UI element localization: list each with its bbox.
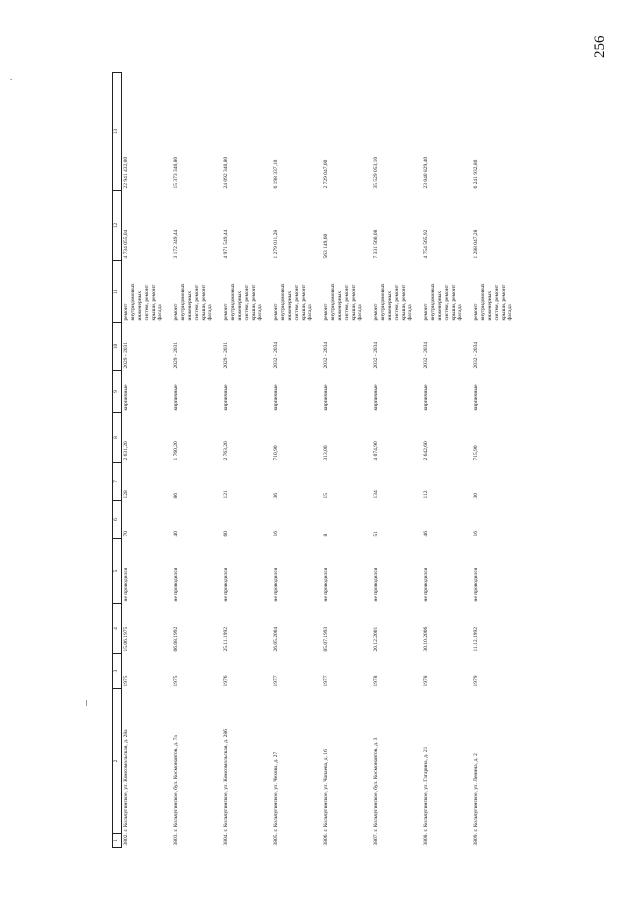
repair-period-cell: 2029 - 2031 [123,341,129,369]
area-cell: 1 760,20 [173,441,179,461]
cost-cell: 1 288 047,28 [473,229,479,259]
year-built-cell: 1975 [173,675,179,687]
count-cell-7: 30 [473,493,479,499]
repair-period-cell: 2032 - 2034 [473,341,479,369]
works-cell: ремонт внутридомовых инженерных систем, ремонт крыши, ремонт фасада [373,283,414,321]
address-cell: г. Кольчугинское, ул. Чехова, д. 27 [273,751,279,832]
page-number: 256 [592,35,608,58]
survey-status-cell: не проводился [323,567,329,602]
col-number: 11 [113,261,122,323]
area-cell: 2 763,20 [223,441,229,461]
col-number: 5 [113,539,122,604]
count-cell-6: 40 [173,531,179,537]
column-number-row [113,73,122,848]
year-built-cell: 1977 [273,675,279,687]
year-built-cell: 1978 [373,675,379,687]
year-built-cell: 1977 [323,675,329,687]
wall-material-cell: кирпичные [473,384,479,411]
date-cell: 25.11.1992 [223,626,229,652]
count-cell-7: 36 [273,493,279,499]
total-cost-cell: 24 092 340,80 [223,156,229,189]
wall-material-cell: кирпичные [323,384,329,411]
address-cell: г. Кольчугинское, ул. Ленина, д. 2 [473,753,479,832]
col-number: 6 [113,501,122,539]
area-cell: 313,00 [323,445,329,461]
survey-status-cell: не проводился [173,567,179,602]
count-cell-6: 60 [223,531,229,537]
wall-material-cell: кирпичные [173,384,179,411]
total-cost-cell: 22 941 432,00 [123,156,129,189]
count-cell-7: 15 [323,493,329,499]
area-cell: 710,90 [273,445,279,461]
date-cell: 30.10.2006 [423,626,429,652]
works-cell: ремонт внутридомовых инженерных систем, ремонт крыши, ремонт фасада [423,283,464,321]
count-cell-7: 134 [373,490,379,499]
table-row [222,73,272,848]
works-cell: ремонт внутридомовых инженерных систем, ремонт крыши, ремонт фасада [473,283,514,321]
row-number: 3806. [323,833,329,846]
cost-cell: 3 172 349,44 [173,229,179,259]
total-cost-cell: 6 198 337,10 [273,159,279,189]
col-number: 12 [113,191,122,261]
works-cell: ремонт внутридомовых инженерных систем, ремонт крыши, ремонт фасада [223,283,264,321]
date-cell: 15.06.1975 [123,626,129,652]
count-cell-7: 112 [423,490,429,499]
col-number: 4 [113,604,122,654]
works-cell: ремонт внутридомовых инженерных систем, ремонт крыши, ремонт фасада [273,283,314,321]
total-cost-cell: 35 529 053,10 [373,156,379,189]
total-cost-cell: 23 040 829,40 [423,156,429,189]
col-number: 9 [113,371,122,413]
area-cell: 2 642,60 [423,441,429,461]
table-row [472,73,522,848]
count-cell-6: 51 [373,531,379,537]
stray-mark [86,700,87,706]
repair-period-cell: 2032 - 2034 [373,341,379,369]
table-row [372,73,422,848]
date-cell: 05.07.1993 [323,626,329,652]
year-built-cell: 1975 [123,675,129,687]
date-cell: 26.05.2004 [273,626,279,652]
count-cell-6: 16 [473,531,479,537]
address-cell: г. Кольчугинское, бул. Космонавтов, д. 7а [173,735,179,832]
col-number: 13 [113,73,122,191]
table-row [272,73,322,848]
repair-period-cell: 2029 - 2031 [173,341,179,369]
cost-cell: 4 734 055,04 [123,229,129,259]
total-cost-cell: 15 373 340,80 [173,156,179,189]
survey-status-cell: не проводился [223,567,229,602]
row-number: 3803. [173,833,179,846]
works-cell: ремонт внутридомовых инженерных систем, ремонт крыши, ремонт фасада [123,283,164,321]
area-cell: 4 074,90 [373,441,379,461]
count-cell-6: 16 [273,531,279,537]
row-number: 3804. [223,833,229,846]
area-cell: 715,90 [473,445,479,461]
survey-status-cell: не проводился [473,567,479,602]
wall-material-cell: кирпичные [223,384,229,411]
count-cell-6: 8 [323,533,329,537]
col-number: 1 [113,834,122,848]
cost-cell: 4 971 549,44 [223,229,229,259]
repair-period-cell: 2029 - 2031 [223,341,229,369]
survey-status-cell: не проводился [423,567,429,602]
row-number: 3805. [273,833,279,846]
address-cell: г. Кольчугинское, ул. Гагарина, д. 21 [423,746,429,832]
cost-cell: 563 149,60 [323,233,329,259]
count-cell-6: 46 [423,531,429,537]
year-built-cell: 1976 [223,675,229,687]
cost-cell: 4 754 565,92 [423,229,429,259]
year-built-cell: 1979 [473,675,479,687]
col-number: 2 [113,689,122,834]
address-cell: г. Кольчугинское, ул. Комсомольская, д. 28б [223,729,229,832]
wall-material-cell: кирпичные [373,384,379,411]
row-number: 3808. [423,833,429,846]
cost-cell: 7 331 560,08 [373,229,379,259]
table-row [122,73,173,848]
row-number: 3807. [373,833,379,846]
survey-status-cell: не проводился [273,567,279,602]
date-cell: 20.12.2001 [373,626,379,652]
count-cell-7: 86 [173,493,179,499]
col-number: 3 [113,654,122,689]
col-number: 8 [113,413,122,463]
stray-dot: . [10,72,13,82]
total-cost-cell: 2 729 047,00 [323,159,329,189]
wall-material-cell: кирпичные [423,384,429,411]
address-cell: г. Кольчугинское, ул. Чапаева, д. 16 [323,749,329,832]
date-cell: 06.08.1992 [173,626,179,652]
wall-material-cell: кирпичные [123,384,129,411]
repair-period-cell: 2032 - 2034 [423,341,429,369]
area-cell: 2 631,20 [123,441,129,461]
year-built-cell: 1978 [423,675,429,687]
col-number: 7 [113,463,122,501]
table-row [172,73,222,848]
count-cell-7: 128 [123,490,129,499]
row-number: 3802. [123,833,129,846]
count-cell-7: 121 [223,490,229,499]
repair-period-cell: 2032 - 2034 [323,341,329,369]
total-cost-cell: 6 241 932,80 [473,159,479,189]
address-cell: г. Кольчугинское, бул. Космонавтов, д. 3 [373,737,379,832]
works-cell: ремонт внутридомовых инженерных систем, ремонт крыши, ремонт фасада [323,283,364,321]
works-cell: ремонт внутридомовых инженерных систем, ремонт крыши, ремонт фасада [173,283,214,321]
survey-status-cell: не проводился [373,567,379,602]
table-row [322,73,372,848]
survey-status-cell: не проводился [123,567,129,602]
address-cell: г. Кольчугинское, ул. Комсомольская, д. 28а [123,729,129,832]
housing-registry-table [112,72,522,848]
col-number: 10 [113,323,122,371]
repair-period-cell: 2032 - 2034 [273,341,279,369]
rotated-table-wrapper [112,73,522,848]
cost-cell: 1 279 011,28 [273,229,279,259]
date-cell: 11.12.1992 [473,626,479,652]
wall-material-cell: кирпичные [273,384,279,411]
table-body [113,73,523,848]
row-number: 3809. [473,833,479,846]
table-row [422,73,472,848]
count-cell-6: 70 [123,531,129,537]
